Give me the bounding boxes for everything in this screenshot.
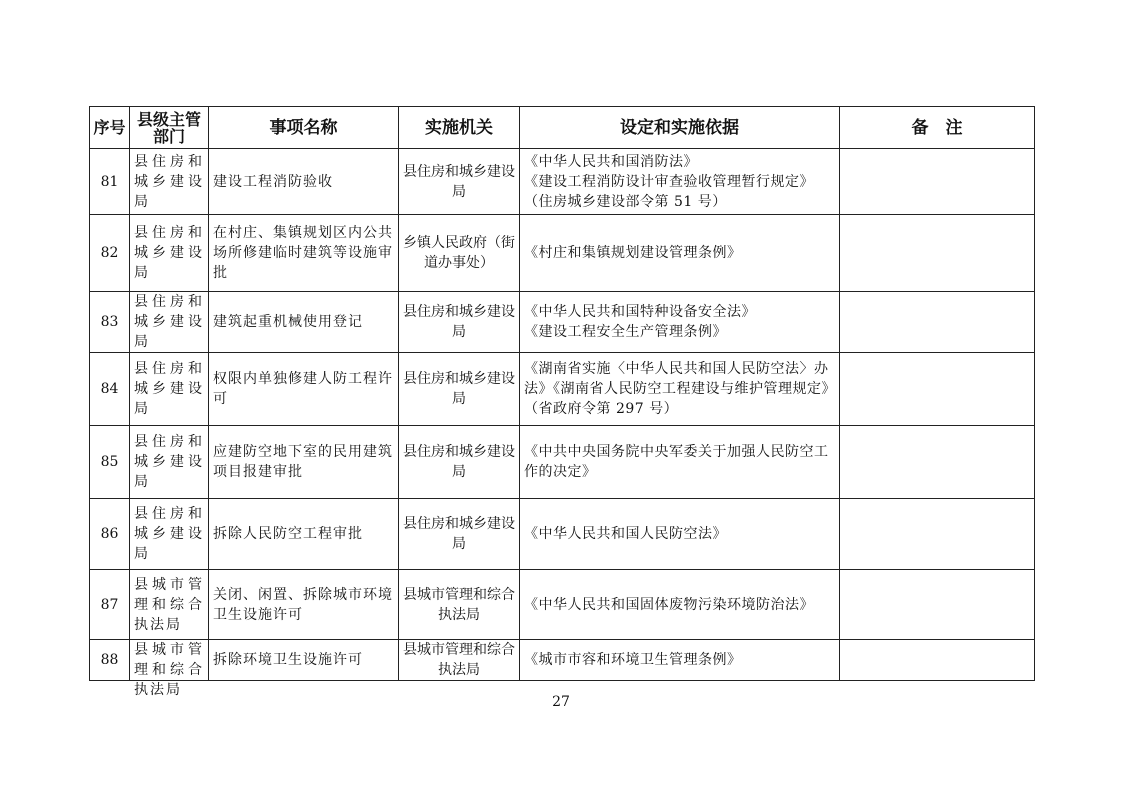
row-department: 县城市管理和综合执法局 — [130, 570, 209, 640]
row-legal-basis: 《中共中央国务院中央军委关于加强人民防空工作的决定》 — [520, 426, 840, 499]
row-number: 82 — [90, 215, 130, 292]
row-remarks — [840, 292, 1035, 353]
table-row — [90, 149, 1035, 215]
row-department: 县住房和城乡建设局 — [130, 292, 209, 353]
table-row — [90, 499, 1035, 570]
row-number: 83 — [90, 292, 130, 353]
row-item-name: 拆除环境卫生设施许可 — [209, 640, 399, 681]
table-row — [90, 292, 1035, 353]
row-remarks — [840, 570, 1035, 640]
row-department: 县住房和城乡建设局 — [130, 149, 209, 215]
page-number: 27 — [552, 694, 570, 710]
row-remarks — [840, 640, 1035, 681]
row-implementing-agency: 县城市管理和综合执法局 — [399, 570, 520, 640]
row-remarks — [840, 215, 1035, 292]
row-item-name: 关闭、闲置、拆除城市环境卫生设施许可 — [209, 570, 399, 640]
row-number: 87 — [90, 570, 130, 640]
table-row — [90, 215, 1035, 292]
row-legal-basis: 《中华人民共和国固体废物污染环境防治法》 — [520, 570, 840, 640]
items-table — [89, 106, 1035, 698]
row-legal-basis: 《中华人民共和国消防法》 《建设工程消防设计审查验收管理暂行规定》（住房城乡建设部令第 51 号） — [520, 149, 840, 215]
header-basis: 设定和实施依据 — [520, 107, 840, 149]
row-implementing-agency: 县住房和城乡建设局 — [399, 353, 520, 426]
table-row — [90, 426, 1035, 499]
row-department: 县住房和城乡建设局 — [130, 426, 209, 499]
row-number: 88 — [90, 640, 130, 681]
row-implementing-agency: 县住房和城乡建设局 — [399, 426, 520, 499]
row-remarks — [840, 353, 1035, 426]
header-note: 备 注 — [840, 107, 1035, 149]
table-body — [90, 149, 1035, 698]
table-header-row — [90, 107, 1035, 149]
header-org: 实施机关 — [399, 107, 520, 149]
table-row — [90, 640, 1035, 681]
row-number: 85 — [90, 426, 130, 499]
row-item-name: 建设工程消防验收 — [209, 149, 399, 215]
row-remarks — [840, 426, 1035, 499]
row-number: 84 — [90, 353, 130, 426]
row-item-name: 应建防空地下室的民用建筑项目报建审批 — [209, 426, 399, 499]
table-row — [90, 353, 1035, 426]
row-department-clip — [134, 640, 204, 698]
row-department: 县住房和城乡建设局 — [130, 215, 209, 292]
table-row — [90, 570, 1035, 640]
row-legal-basis: 《村庄和集镇规划建设管理条例》 — [520, 215, 840, 292]
row-department: 县住房和城乡建设局 — [130, 499, 209, 570]
row-implementing-agency: 县住房和城乡建设局 — [399, 292, 520, 353]
row-remarks — [840, 499, 1035, 570]
row-legal-basis: 《中华人民共和国特种设备安全法》 《建设工程安全生产管理条例》 — [520, 292, 840, 353]
row-legal-basis: 《湖南省实施〈中华人民共和国人民防空法〉办法》《湖南省人民防空工程建设与维护管理规定》（省政府令第 297 号） — [520, 353, 840, 426]
row-remarks — [840, 149, 1035, 215]
row-item-name: 建筑起重机械使用登记 — [209, 292, 399, 353]
row-item-name: 在村庄、集镇规划区内公共场所修建临时建筑等设施审批 — [209, 215, 399, 292]
header-no: 序号 — [90, 107, 130, 149]
row-implementing-agency: 乡镇人民政府（街道办事处） — [399, 215, 520, 292]
row-item-name: 拆除人民防空工程审批 — [209, 499, 399, 570]
row-number: 81 — [90, 149, 130, 215]
row-department: 县住房和城乡建设局 — [130, 353, 209, 426]
row-item-name: 权限内单独修建人防工程许可 — [209, 353, 399, 426]
row-department — [130, 640, 209, 698]
header-name: 事项名称 — [209, 107, 399, 149]
row-department-text: 县城市管理和综合执法局 — [134, 642, 204, 698]
header-dept: 县级主管部门 — [130, 107, 209, 149]
row-implementing-agency: 县住房和城乡建设局 — [399, 499, 520, 570]
row-legal-basis: 《中华人民共和国人民防空法》 — [520, 499, 840, 570]
row-number: 86 — [90, 499, 130, 570]
row-implementing-agency: 县城市管理和综合执法局 — [399, 640, 520, 681]
row-implementing-agency: 县住房和城乡建设局 — [399, 149, 520, 215]
row-legal-basis: 《城市市容和环境卫生管理条例》 — [520, 640, 840, 681]
